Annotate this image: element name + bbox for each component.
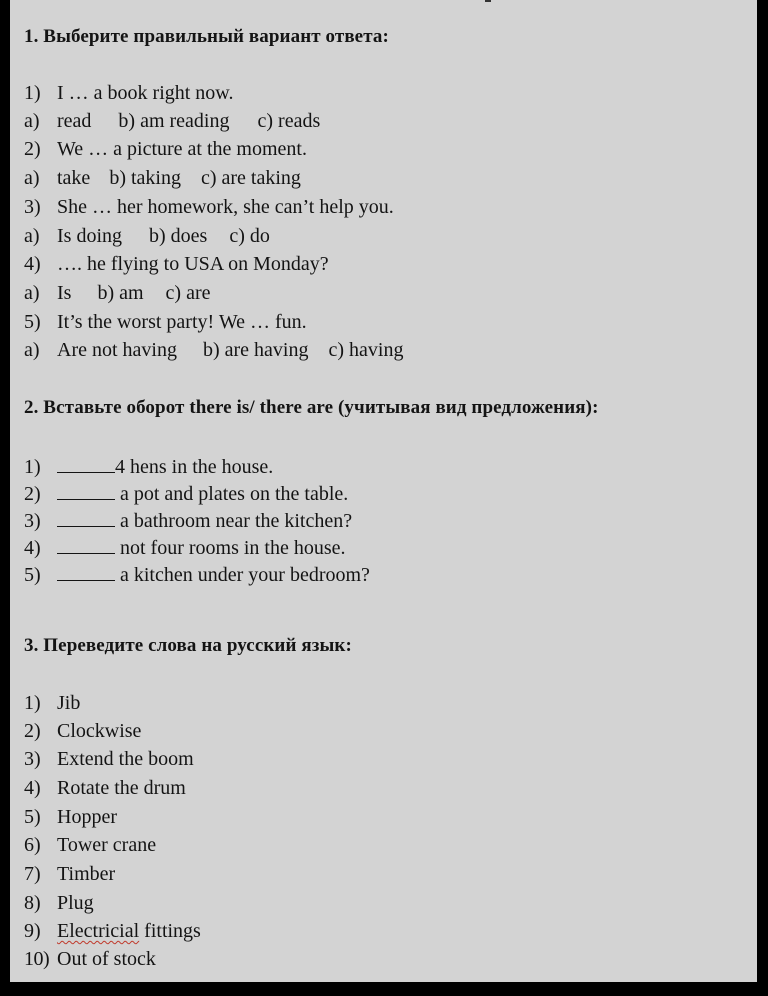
term-text: Clockwise bbox=[57, 720, 142, 742]
term-text: Out of stock bbox=[57, 948, 156, 970]
worksheet-page bbox=[10, 0, 757, 982]
item-number: a) bbox=[24, 167, 40, 189]
s3-item-6 bbox=[24, 832, 156, 858]
item-number: 2) bbox=[24, 138, 41, 160]
sentence-text: a bathroom near the kitchen? bbox=[120, 510, 353, 532]
s1-options-5 bbox=[24, 337, 403, 363]
item-number: 7) bbox=[24, 863, 41, 885]
item-number: 6) bbox=[24, 834, 41, 856]
option-a: Is doing bbox=[57, 225, 122, 247]
item-number: 10) bbox=[24, 948, 50, 970]
item-number: 2) bbox=[24, 483, 41, 505]
item-number: 2) bbox=[24, 720, 41, 742]
s3-item-1 bbox=[24, 690, 80, 716]
item-number: 3) bbox=[24, 196, 41, 218]
answer-blank bbox=[57, 455, 115, 473]
section3-heading: 3. Переведите слова на русский язык: bbox=[24, 635, 352, 656]
term-text: Hopper bbox=[57, 806, 117, 828]
answer-blank bbox=[57, 563, 115, 581]
item-number: a) bbox=[24, 225, 40, 247]
term-text: Extend the boom bbox=[57, 748, 194, 770]
option-b: b) are having bbox=[202, 339, 309, 361]
misspelled-word: Electricial bbox=[57, 920, 140, 942]
item-number: 5) bbox=[24, 806, 41, 828]
s3-item-5 bbox=[24, 804, 117, 830]
s2-item-2 bbox=[24, 481, 348, 507]
s1-options-1 bbox=[24, 108, 320, 134]
item-number: 4) bbox=[24, 777, 41, 799]
answer-blank bbox=[57, 482, 115, 500]
s3-item-2 bbox=[24, 718, 141, 744]
section2-heading: 2. Вставьте оборот there is/ there are (учитывая вид предложения): bbox=[24, 397, 599, 418]
item-number: 1) bbox=[24, 692, 41, 714]
s3-item-10 bbox=[24, 946, 156, 972]
term-text: Tower crane bbox=[57, 834, 157, 856]
question-text: She … her homework, she can’t help you. bbox=[57, 196, 394, 218]
option-a: Are not having bbox=[57, 339, 177, 361]
item-number: 9) bbox=[24, 920, 41, 942]
s2-item-5 bbox=[24, 562, 370, 588]
term-text: Plug bbox=[57, 892, 94, 914]
s1-question-2 bbox=[24, 136, 307, 162]
option-c: c) having bbox=[328, 339, 404, 361]
s2-item-1 bbox=[24, 454, 273, 480]
term-text: Rotate the drum bbox=[57, 777, 186, 799]
item-number: a) bbox=[24, 339, 40, 361]
question-text: I … a book right now. bbox=[57, 82, 234, 104]
s1-question-3 bbox=[24, 194, 394, 220]
s3-item-3 bbox=[24, 746, 194, 772]
s3-item-4 bbox=[24, 775, 186, 801]
s1-options-2 bbox=[24, 165, 301, 191]
s1-question-1 bbox=[24, 80, 233, 106]
item-number: 1) bbox=[24, 82, 41, 104]
s3-item-7 bbox=[24, 861, 115, 887]
option-b: b) am reading bbox=[118, 110, 230, 132]
s1-question-5 bbox=[24, 309, 307, 335]
s3-item-8 bbox=[24, 890, 94, 916]
s1-options-3 bbox=[24, 223, 270, 249]
item-number: a) bbox=[24, 282, 40, 304]
question-text: …. he flying to USA on Monday? bbox=[57, 253, 329, 275]
s1-options-4 bbox=[24, 280, 211, 306]
item-number: a) bbox=[24, 110, 40, 132]
sentence-text: not four rooms in the house. bbox=[120, 537, 346, 559]
s2-item-3 bbox=[24, 508, 352, 534]
s3-item-9 bbox=[24, 918, 201, 944]
option-a: take bbox=[57, 167, 91, 189]
option-b: b) does bbox=[149, 225, 208, 247]
s2-item-4 bbox=[24, 535, 346, 561]
option-c: c) reads bbox=[257, 110, 321, 132]
item-number: 1) bbox=[24, 456, 41, 478]
term-text: Timber bbox=[57, 863, 116, 885]
term-text: Jib bbox=[57, 692, 81, 714]
sentence-text: a pot and plates on the table. bbox=[120, 483, 349, 505]
option-b: b) taking bbox=[109, 167, 181, 189]
top-mark bbox=[485, 0, 491, 2]
option-a: Is bbox=[57, 282, 72, 304]
option-b: b) am bbox=[97, 282, 144, 304]
item-number: 4) bbox=[24, 253, 41, 275]
term-text: fittings bbox=[139, 920, 201, 942]
item-number: 5) bbox=[24, 564, 41, 586]
question-text: We … a picture at the moment. bbox=[57, 138, 307, 160]
item-number: 8) bbox=[24, 892, 41, 914]
sentence-text: 4 hens in the house. bbox=[115, 456, 274, 478]
answer-blank bbox=[57, 509, 115, 527]
item-number: 4) bbox=[24, 537, 41, 559]
answer-blank bbox=[57, 536, 115, 554]
item-number: 5) bbox=[24, 311, 41, 333]
option-a: read bbox=[57, 110, 92, 132]
option-c: c) are bbox=[165, 282, 211, 304]
sentence-text: a kitchen under your bedroom? bbox=[120, 564, 370, 586]
s1-question-4 bbox=[24, 251, 329, 277]
question-text: It’s the worst party! We … fun. bbox=[57, 311, 307, 333]
item-number: 3) bbox=[24, 748, 41, 770]
option-c: c) are taking bbox=[200, 167, 301, 189]
option-c: c) do bbox=[229, 225, 270, 247]
item-number: 3) bbox=[24, 510, 41, 532]
section1-heading: 1. Выберите правильный вариант ответа: bbox=[24, 26, 389, 47]
